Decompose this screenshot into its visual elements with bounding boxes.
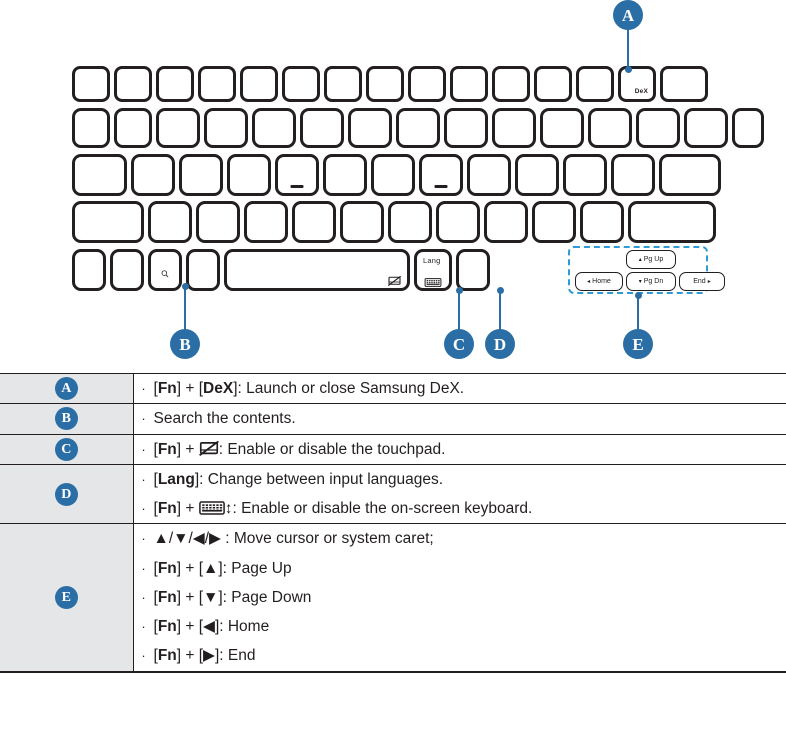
- legend-key-name: Fn: [157, 618, 177, 635]
- key-lang[interactable]: [414, 249, 452, 291]
- arrow-key-left-home[interactable]: [575, 272, 623, 291]
- keyboard-key[interactable]: [72, 249, 106, 291]
- legend-bullet-line: [134, 612, 786, 641]
- arrow-key-right-end[interactable]: [679, 272, 725, 291]
- keyboard-key[interactable]: [196, 201, 240, 243]
- keyboard-key[interactable]: [227, 154, 271, 196]
- keyboard-key[interactable]: [532, 201, 576, 243]
- legend-text-fragment: [: [153, 500, 158, 517]
- legend-text-fragment: [: [153, 647, 158, 665]
- legend-bullet-line: [134, 404, 786, 433]
- legend-callout-badge-d: D: [55, 483, 78, 506]
- legend-bullet-text: [154, 644, 786, 667]
- keyboard-key[interactable]: [732, 108, 764, 148]
- legend-key-name: Lang: [157, 470, 195, 488]
- arrow-key-down-pgdn[interactable]: [626, 272, 676, 291]
- legend-text-fragment: ] +: [176, 500, 199, 517]
- keyboard-key[interactable]: [72, 66, 110, 102]
- legend-row-id-cell: [0, 464, 133, 524]
- keyboard-shortcut-legend-table: [0, 373, 786, 673]
- bullet-point: ·: [141, 560, 146, 576]
- onscreen-keyboard-icon: [199, 499, 225, 513]
- callout-anchor-dot-a: [625, 66, 632, 73]
- legend-callout-badge-a: A: [55, 377, 78, 400]
- keyboard-key[interactable]: [275, 154, 319, 196]
- callout-leader-line-c: [458, 290, 460, 331]
- keyboard-key[interactable]: [436, 201, 480, 243]
- keyboard-key[interactable]: [323, 154, 367, 196]
- keyboard-key[interactable]: [450, 66, 488, 102]
- keyboard-key[interactable]: [611, 154, 655, 196]
- callout-anchor-dot-b: [182, 283, 189, 290]
- key-spacebar[interactable]: [224, 249, 410, 291]
- bullet-point: ·: [141, 411, 146, 427]
- legend-row: [0, 374, 786, 404]
- callout-marker-e: E: [623, 329, 653, 359]
- keyboard-key[interactable]: [72, 201, 144, 243]
- touchpad-disable-icon: [388, 273, 401, 283]
- keyboard-key[interactable]: [408, 66, 446, 102]
- keyboard-key[interactable]: [252, 108, 296, 148]
- legend-bullet-text: [154, 468, 786, 491]
- legend-text-fragment: Search the contents.: [153, 410, 296, 428]
- keyboard-key[interactable]: [563, 154, 607, 196]
- legend-row: [0, 404, 786, 434]
- bullet-point: ·: [141, 501, 146, 516]
- bullet-point: ·: [141, 441, 146, 457]
- bullet-point: ·: [141, 531, 146, 547]
- legend-bullet-text: [154, 615, 786, 638]
- keyboard-key[interactable]: [114, 108, 152, 148]
- keyboard-key[interactable]: [156, 108, 200, 148]
- legend-text-fragment: [: [153, 559, 158, 577]
- keyboard-key[interactable]: [204, 108, 248, 148]
- keyboard-key[interactable]: [484, 201, 528, 243]
- keyboard-key[interactable]: [576, 66, 614, 102]
- legend-row-description-cell: [133, 374, 786, 404]
- arrow-key-left-home-label: Home: [592, 278, 611, 285]
- keyboard-key[interactable]: [110, 249, 144, 291]
- legend-row: [0, 434, 786, 464]
- legend-text-fragment: [: [153, 380, 158, 397]
- legend-callout-badge-e: E: [55, 586, 78, 609]
- callout-marker-c: C: [444, 329, 474, 359]
- callout-anchor-dot-e: [635, 292, 642, 299]
- keyboard-key[interactable]: [636, 108, 680, 148]
- search-icon: [161, 266, 170, 275]
- legend-bullet-text: [154, 527, 786, 550]
- legend-text-fragment: ] + [▲]: Page Up: [176, 559, 292, 577]
- legend-row-id-cell: [0, 434, 133, 464]
- arrow-key-up-pgup-triangle-icon: ▴: [638, 256, 642, 263]
- arrow-key-up-pgup[interactable]: [626, 250, 676, 269]
- keyboard-key[interactable]: [244, 201, 288, 243]
- keyboard-key[interactable]: [660, 66, 708, 102]
- keyboard-key[interactable]: [396, 108, 440, 148]
- legend-bullet-text: [154, 377, 786, 400]
- keyboard-key[interactable]: [588, 108, 632, 148]
- keyboard-key[interactable]: [540, 108, 584, 148]
- legend-row-description-cell: [133, 404, 786, 434]
- legend-text-fragment: ]: Launch or close Samsung DeX.: [233, 380, 465, 397]
- legend-row: [0, 464, 786, 524]
- callout-leader-line-a: [627, 28, 629, 69]
- legend-text-fragment: [: [153, 440, 158, 458]
- arrow-key-right-end-label: End: [693, 278, 706, 285]
- legend-table-body: [0, 374, 786, 672]
- home-row-tactile-marker: [291, 185, 304, 188]
- legend-key-name: Fn: [157, 588, 177, 606]
- keyboard-key[interactable]: [292, 201, 336, 243]
- callout-marker-a: A: [613, 0, 643, 30]
- keyboard-key[interactable]: [148, 201, 192, 243]
- legend-bullet-text: [154, 557, 786, 580]
- callout-marker-d: D: [485, 329, 515, 359]
- keyboard-key[interactable]: [456, 249, 490, 291]
- legend-text-fragment: ] + [: [176, 380, 204, 397]
- legend-bullet-text: [154, 407, 786, 430]
- legend-text-fragment: [: [153, 588, 158, 606]
- bullet-point: ·: [141, 381, 146, 396]
- keyboard-key[interactable]: [628, 201, 716, 243]
- legend-key-name: Fn: [157, 647, 177, 665]
- bullet-point: ·: [141, 589, 146, 605]
- legend-row-id-cell: [0, 404, 133, 434]
- keyboard-key[interactable]: [444, 108, 488, 148]
- key-dex[interactable]: [618, 66, 656, 102]
- callout-anchor-dot-d: [497, 287, 504, 294]
- keyboard-key[interactable]: [534, 66, 572, 102]
- keyboard-key[interactable]: [324, 66, 362, 102]
- legend-text-fragment: [: [153, 470, 158, 488]
- legend-text-fragment: ] + [▼]: Page Down: [176, 588, 312, 606]
- legend-callout-badge-c: C: [55, 438, 78, 461]
- legend-bullet-text: [154, 497, 786, 520]
- arrow-key-down-pgdn-label: Pg Dn: [643, 278, 664, 285]
- keyboard-key[interactable]: [186, 249, 220, 291]
- legend-text-fragment: ] + [▶]: End: [176, 647, 256, 665]
- legend-text-fragment: ] +: [176, 440, 199, 458]
- bullet-point: ·: [141, 471, 146, 487]
- keyboard-key[interactable]: [515, 154, 559, 196]
- legend-row-description-cell: [133, 524, 786, 672]
- arrow-key-down-pgdn-triangle-icon: ▾: [638, 278, 642, 285]
- legend-row-description-cell: [133, 464, 786, 524]
- legend-bullet-text: [154, 586, 786, 609]
- legend-bullet-line: [134, 554, 786, 583]
- keyboard-key[interactable]: [388, 201, 432, 243]
- bullet-point: ·: [141, 619, 146, 634]
- bullet-point: ·: [141, 648, 146, 664]
- home-row-tactile-marker: [435, 185, 448, 188]
- legend-key-name: Fn: [157, 559, 177, 577]
- legend-bullet-line: [134, 583, 786, 612]
- legend-key-name: Fn: [157, 500, 177, 517]
- arrow-key-left-home-triangle-icon: ◂: [587, 278, 591, 285]
- keyboard-key[interactable]: [659, 154, 721, 196]
- keyboard-key[interactable]: [198, 66, 236, 102]
- legend-text-fragment: [: [153, 618, 158, 635]
- legend-bullet-line: [134, 641, 786, 670]
- legend-text-fragment: ▲/▼/◀/▶ : Move cursor or system caret;: [153, 530, 434, 548]
- keyboard-key[interactable]: [492, 66, 530, 102]
- keyboard-key[interactable]: [179, 154, 223, 196]
- onscreen-keyboard-icon: [425, 274, 442, 283]
- legend-bullet-line: [134, 374, 786, 403]
- legend-key-name: DeX: [203, 380, 234, 397]
- callout-leader-line-d: [499, 290, 501, 331]
- arrow-key-up-pgup-label: Pg Up: [643, 256, 664, 263]
- keyboard-key[interactable]: [371, 154, 415, 196]
- touchpad-disable-icon: [199, 440, 219, 455]
- legend-row-id-cell: [0, 524, 133, 672]
- legend-bullet-text: [154, 438, 786, 461]
- legend-bullet-line: [134, 524, 786, 553]
- legend-text-fragment: ] + [◀]: Home: [176, 618, 270, 635]
- keyboard-key[interactable]: [240, 66, 278, 102]
- legend-row-id-cell: [0, 374, 133, 404]
- legend-text-fragment: : Enable or disable the touchpad.: [218, 440, 446, 458]
- legend-bullet-line: [134, 435, 786, 464]
- keyboard-key[interactable]: [492, 108, 536, 148]
- keyboard-key[interactable]: [684, 108, 728, 148]
- keyboard-key[interactable]: [72, 154, 127, 196]
- legend-bullet-line: [134, 465, 786, 494]
- keyboard-key[interactable]: [282, 66, 320, 102]
- keyboard-key[interactable]: [300, 108, 344, 148]
- keyboard-key[interactable]: [366, 66, 404, 102]
- legend-row-description-cell: [133, 434, 786, 464]
- callout-leader-line-b: [184, 286, 186, 331]
- legend-callout-badge-b: B: [55, 407, 78, 430]
- key-search[interactable]: [148, 249, 182, 291]
- key-lang-label: Lang: [423, 256, 441, 265]
- keyboard-key[interactable]: [467, 154, 511, 196]
- legend-key-name: Fn: [157, 440, 177, 458]
- keyboard-key[interactable]: [340, 201, 384, 243]
- keyboard-key[interactable]: [419, 154, 463, 196]
- legend-bullet-line: [134, 494, 786, 523]
- legend-key-name: Fn: [157, 380, 177, 397]
- callout-anchor-dot-c: [456, 287, 463, 294]
- keyboard-key[interactable]: [348, 108, 392, 148]
- arrow-key-cluster: [568, 246, 711, 294]
- arrow-key-right-end-triangle-icon: ▸: [707, 278, 711, 285]
- key-dex-label: DeX: [634, 87, 648, 95]
- keyboard-key[interactable]: [580, 201, 624, 243]
- callout-leader-line-e: [637, 295, 639, 331]
- keyboard-diagram: [0, 0, 786, 370]
- callout-marker-b: B: [170, 329, 200, 359]
- keyboard-key[interactable]: [114, 66, 152, 102]
- keyboard-key[interactable]: [156, 66, 194, 102]
- legend-text-fragment: ↕: Enable or disable the on-screen keyboard.: [224, 500, 533, 517]
- legend-row: [0, 524, 786, 672]
- legend-text-fragment: ]: Change between input languages.: [194, 470, 444, 488]
- keyboard-key[interactable]: [131, 154, 175, 196]
- keyboard-key[interactable]: [72, 108, 110, 148]
